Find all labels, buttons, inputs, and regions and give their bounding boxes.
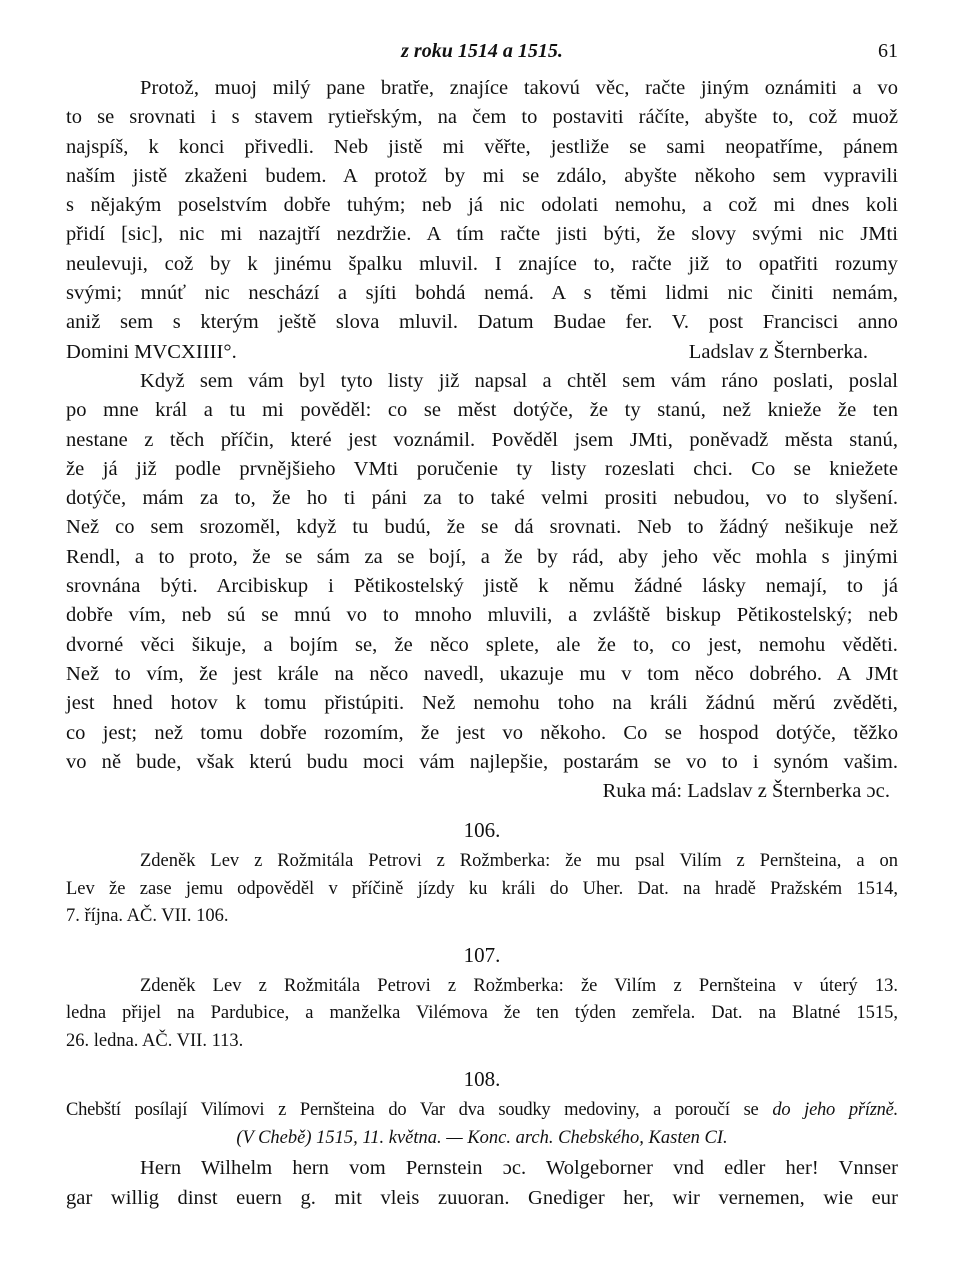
regest-text-italic: do jeho přízně. xyxy=(772,1100,898,1121)
text-line: naším jistě zkaženi budem. A protož by mi se zdálo, abyšte někoho sem vypravili xyxy=(66,164,898,187)
text-line: Zdeněk Lev z Rožmitála Petrovi z Rožmberka: že Vilím z Pernšteina v úterý 13. xyxy=(140,975,898,996)
text-line xyxy=(66,1097,898,1125)
text-line: přidí [sic], nic mi nazajtří nezdržie. A tím račte jisti býti, že slovy svými nic JMti xyxy=(66,223,898,246)
text-line: Zdeněk Lev z Rožmitála Petrovi z Rožmberka: že mu psal Vilím z Pernšteina, a on xyxy=(140,851,898,872)
regest-107 xyxy=(66,973,898,1056)
text-line: dotýče, mám za to, že ho ti páni za to také velmi prositi nebudou, vo to slyšení. xyxy=(66,487,898,510)
text-line: svými; mnúť nic neschází a sjíti bohdá nemá. A s těmi lidmi nic činiti nemám, xyxy=(66,282,898,305)
document-number: 106. xyxy=(463,818,501,843)
text-line: Než co sem srozoměl, když tu budú, že se dá srovnati. Neb to žádný nešikuje než xyxy=(66,516,898,539)
text-line: že já již podle prvnějšieho VMti poručenie ty listy rozeslati chci. Co se kniežete xyxy=(66,457,898,480)
text-line: Protož, muoj milý pane bratře, znajíce takovú věc, račte jiným oznámiti a vo xyxy=(140,77,898,99)
text-line: neulevuji, což by k jinému špalku mluvil. I znajíce to, račte již to opatřiti rozumy xyxy=(66,252,898,275)
text-line: to se srovnati i s stavem rytieřským, na čem to postaviti ráčíte, abyšte to, což muož xyxy=(66,106,898,129)
signature-line: Ladslav z Šternberka. xyxy=(688,340,868,363)
text-line: 26. ledna. AČ. VII. 113. xyxy=(66,1030,244,1051)
page-number: 61 xyxy=(878,40,898,62)
text-line: aniž sem s kterým ještě slova mluvil. Datum Budae fer. V. post Francisci anno xyxy=(66,311,898,334)
text-line: Rendl, a to proto, že se sám za se bojí, a že by rád, aby jeho věc mohla s jinými xyxy=(66,545,898,568)
letter-continued xyxy=(66,74,898,367)
page-header xyxy=(66,40,898,74)
date-line: Domini MVCXIIII°. xyxy=(66,340,237,363)
text-line: co jest; než tomu dobře rozomím, že jest vo někoho. Co se hospod dotýče, těžko xyxy=(66,721,898,744)
closing-line xyxy=(66,338,898,367)
signature-line: Ruka má: Ladslav z Šternberka ɔc. xyxy=(602,780,890,803)
text-line: po mne král a tu mi pověděl: co se měst dotýče, že ty stanú, než knieže že ten xyxy=(66,399,898,422)
text-line: vo ně bude, však kterú budu moci vám najlepšie, postarám se vo to i synóm vašim. xyxy=(66,750,898,773)
running-title: z roku 1514 a 1515. xyxy=(401,40,563,62)
text-line: ledna přijel na Pardubice, a manželka Vilémova že ten týden zemřela. Dat. na Blatné 1515, xyxy=(66,1003,898,1024)
regest-text: Chebští posílají Vilímovi z Pernšteina do Var dva soudky medoviny, a poroučí se xyxy=(66,1100,773,1121)
source-line: (V Chebě) 1515, 11. května. — Konc. arch. Chebského, Kasten CI. xyxy=(236,1127,728,1148)
text-line: srovnána býti. Arcibiskup i Pětikostelský jistě k němu žádné lásky nemají, to já xyxy=(66,575,898,598)
text-line: s nějakým poselstvím dobře tuhým; neb já nic odolati nemohu, a což mi dnes koli xyxy=(66,194,898,217)
page xyxy=(66,40,898,1213)
text-line: Lev že zase jemu odpověděl v příčině jízdy ku králi do Uher. Dat. na hradě Pražském 1514, xyxy=(66,878,898,899)
text-line: dobře vím, neb sú se mnú vo to mnoho mluvili, a zvláště biskup Pětikostelský; neb xyxy=(66,604,898,627)
text-line: najspíš, k konci přivedli. Neb jistě mi věřte, jestliže se sami neopatříme, pánem xyxy=(66,135,898,158)
document-number: 108. xyxy=(463,1067,501,1092)
text-line: nestane z těch příčin, které jest voznámil. Pověděl jsem JMti, poněvadž města stanú, xyxy=(66,428,898,451)
regest-108 xyxy=(66,1097,898,1152)
text-line: 7. října. AČ. VII. 106. xyxy=(66,906,229,927)
text-line: jest hned hotov k tomu přistúpiti. Než nemohu toho na králi žádnú měrú zvěděti, xyxy=(66,692,898,715)
postscript xyxy=(66,367,898,806)
text-line: gar willig dinst euern g. mit vleis zuuoran. Gnediger her, wir vernemen, wie eur xyxy=(66,1186,898,1209)
text-line: Když sem vám byl tyto listy již napsal a chtěl sem vám ráno poslati, poslal xyxy=(140,369,898,392)
regest-106 xyxy=(66,848,898,931)
text-line: dvorné věci šikuje, a bojím se, že něco splete, ale že to, co jest, nemohu věděti. xyxy=(66,633,898,656)
text-line: Hern Wilhelm hern vom Pernstein ɔc. Wolgeborner vnd edler her! Vnnser xyxy=(140,1157,898,1180)
document-number: 107. xyxy=(463,942,501,967)
german-letter xyxy=(66,1154,898,1213)
text-line: Než to vím, že jest krále na něco navedl, ukazuje mu v tom něco dobrého. A JMt xyxy=(66,662,898,685)
